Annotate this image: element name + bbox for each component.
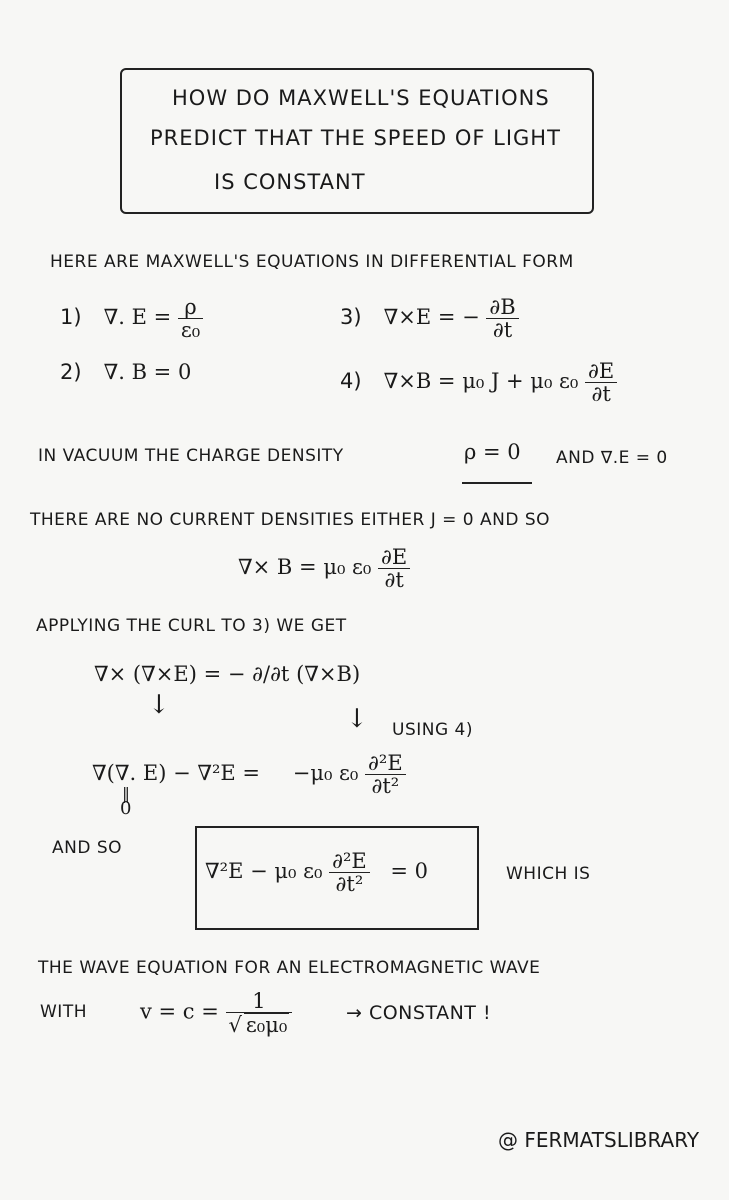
speed-of-light-lhs: v = c = [140, 999, 219, 1024]
wave-equation [205, 850, 428, 895]
currents-text: THERE ARE NO CURRENT DENSITIES EITHER J = 0 AND SO [30, 510, 551, 530]
equation-1-fraction [178, 296, 203, 341]
curl-b-vacuum-equation [238, 546, 410, 591]
fermats-library-signature: @ FERMATSLIBRARY [498, 1128, 700, 1152]
applying-curl-text: APPLYING THE CURL TO 3) WE GET [36, 616, 347, 636]
curl-b-vacuum-numerator: ∂E [381, 545, 408, 569]
equation-1-denominator: ε₀ [178, 318, 203, 341]
with-text: WITH [40, 1002, 87, 1022]
equation-3 [340, 296, 519, 341]
equation-4-numerator: ∂E [588, 359, 615, 383]
equation-3-numerator: ∂B [489, 295, 516, 319]
equation-1-lhs: ∇. E = [103, 305, 172, 330]
equals-mark-vertical: ‖ [122, 784, 130, 803]
vector-identity-fraction [365, 752, 406, 797]
title-line-2: PREDICT THAT THE SPEED OF LIGHT [150, 126, 561, 150]
intro-line: HERE ARE MAXWELL'S EQUATIONS IN DIFFERENTIAL FORM [50, 252, 574, 272]
equation-4-fraction [585, 360, 617, 405]
equation-3-fraction [486, 296, 518, 341]
equation-4-lhs: ∇×B = μ₀ J + μ₀ ε₀ [383, 369, 579, 394]
speed-of-light-equation [140, 990, 292, 1036]
rho-underline [462, 482, 532, 484]
down-arrow-right: ↓ [346, 704, 368, 734]
square-root-sign: √ [228, 1013, 242, 1038]
wave-equation-rhs: = 0 [390, 859, 429, 884]
down-arrow-left: ↓ [148, 690, 170, 720]
vector-identity-rhs: −μ₀ ε₀ [292, 761, 359, 786]
equation-3-lhs: ∇×E = − [383, 305, 480, 330]
wave-equation-numerator: ∂²E [332, 849, 367, 873]
title-line-1: HOW DO MAXWELL'S EQUATIONS [172, 86, 550, 110]
vector-identity-numerator: ∂²E [368, 751, 403, 775]
curl-of-curl-equation [94, 662, 360, 686]
equation-3-denominator: ∂t [486, 318, 518, 341]
constant-conclusion: → CONSTANT ! [346, 1002, 492, 1024]
equation-3-label: 3) [340, 305, 362, 330]
speed-of-light-numerator: 1 [252, 989, 266, 1013]
equation-4-denominator: ∂t [585, 382, 617, 405]
curl-b-vacuum-denominator: ∂t [378, 568, 410, 591]
equation-4 [340, 360, 617, 405]
wave-equation-fraction [329, 850, 370, 895]
divergence-zero: 0 [120, 798, 132, 819]
title-box [120, 68, 594, 214]
rho-zero-equation: ρ = 0 [464, 440, 521, 464]
curl-b-vacuum-fraction [378, 546, 410, 591]
equation-4-label: 4) [340, 369, 362, 394]
vacuum-text: IN VACUUM THE CHARGE DENSITY [38, 446, 344, 466]
curl-of-curl-rhs: (∇×B) [296, 662, 361, 686]
equation-2-label: 2) [60, 360, 82, 384]
equation-2 [60, 360, 191, 384]
div-e-zero-text: AND ∇.E = 0 [556, 448, 668, 468]
wave-equation-denominator: ∂t² [329, 872, 370, 895]
vector-identity-denominator: ∂t² [365, 774, 406, 797]
and-so-text: AND SO [52, 838, 123, 858]
curl-b-vacuum-lhs: ∇× B = μ₀ ε₀ [238, 555, 372, 580]
speed-of-light-fraction [226, 990, 293, 1036]
square-root-radicand: ε₀μ₀ [245, 1013, 288, 1038]
equation-1-label: 1) [60, 305, 82, 330]
equation-2-text: ∇. B = 0 [103, 360, 192, 384]
title-line-3: IS CONSTANT [214, 170, 366, 194]
time-derivative-operator: ∂/∂t [252, 662, 290, 686]
vector-identity-lhs: ∇(∇. E) − ∇²E = [92, 761, 261, 786]
using-4-note: USING 4) [392, 720, 473, 740]
conclusion-line: THE WAVE EQUATION FOR AN ELECTROMAGNETIC WAVE [38, 958, 541, 978]
equation-1-numerator: ρ [184, 295, 197, 319]
curl-of-curl-lhs: ∇× (∇×E) = − [94, 662, 246, 686]
which-is-text: WHICH IS [506, 864, 591, 884]
vector-identity-equation [92, 752, 406, 797]
wave-equation-lhs: ∇²E − μ₀ ε₀ [205, 859, 323, 884]
speed-of-light-denominator [226, 1012, 293, 1036]
equation-1 [60, 296, 203, 341]
